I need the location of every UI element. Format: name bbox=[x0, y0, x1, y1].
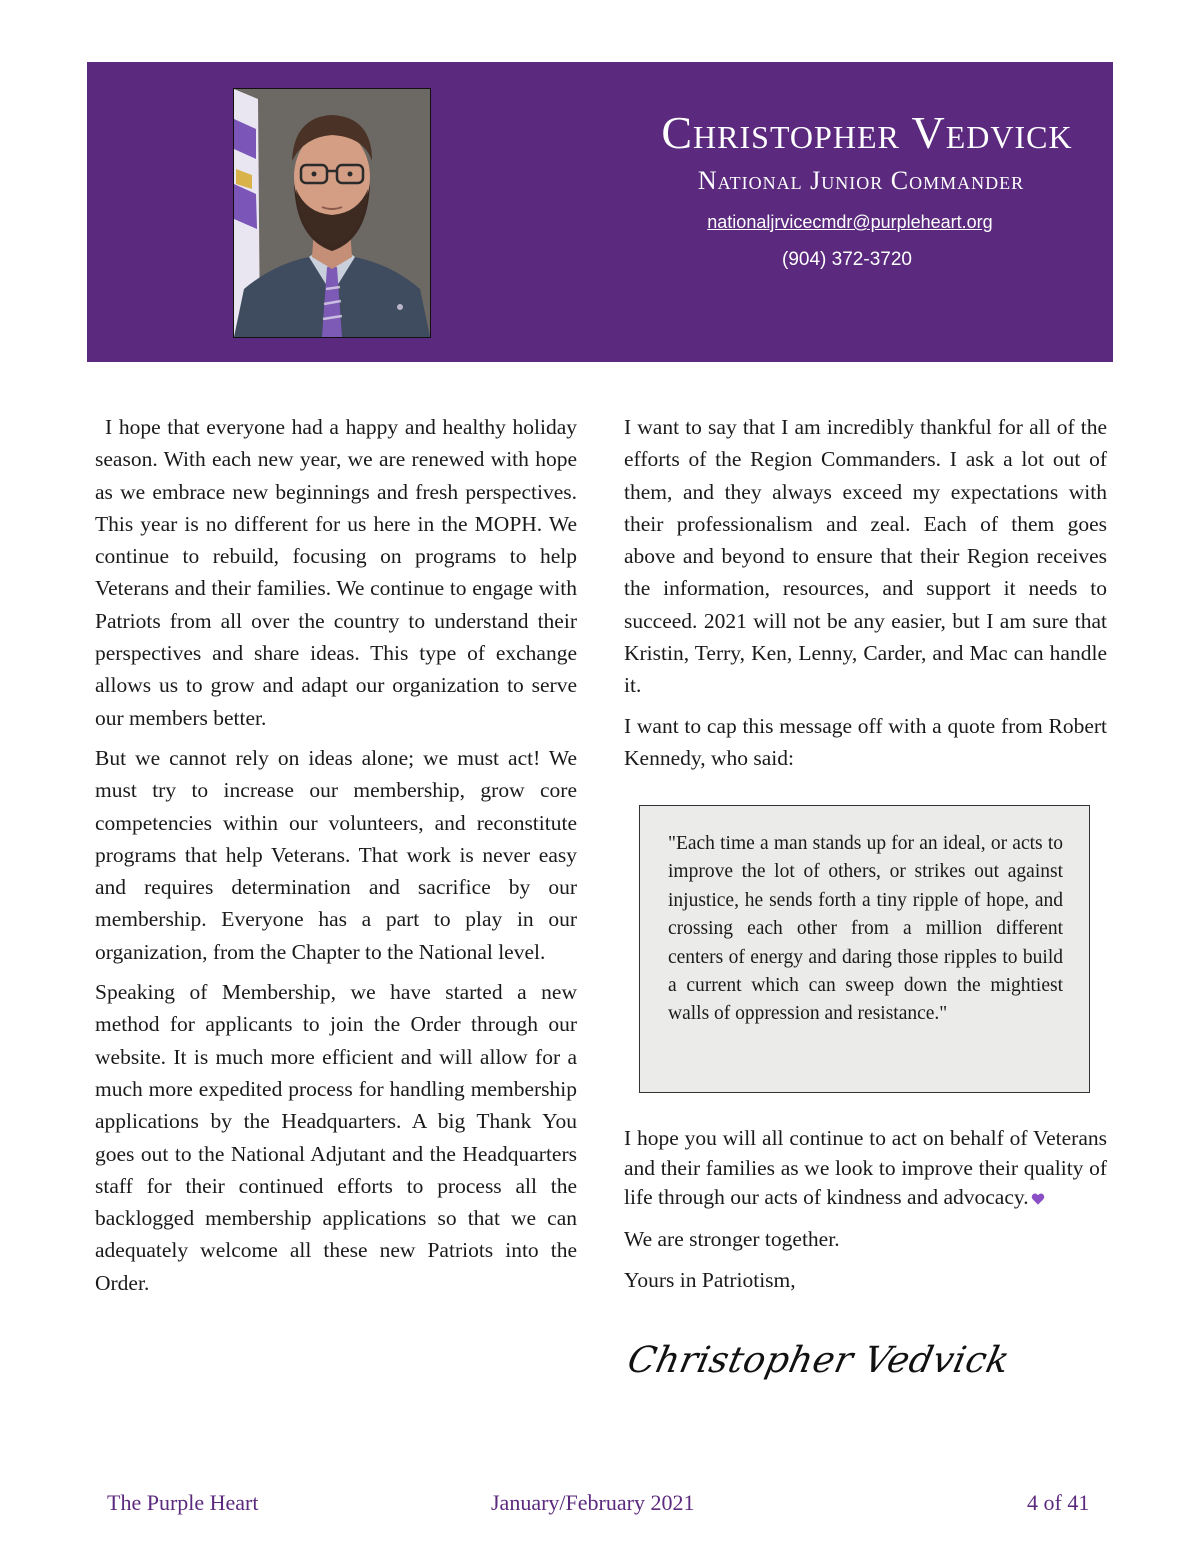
paragraph bbox=[95, 411, 577, 734]
valediction: Yours in Patriotism, bbox=[624, 1268, 796, 1292]
paragraph: I want to say that I am incredibly thankful for all of the efforts of the Region Commanders. I ask a lot out of them, and they always exceed my expectations with their professionalism and zeal. Each of them goes above and beyond to ensure that their Region receives the information, resources, and support it needs to succeed. 2021 will not be any easier, but I am sure that Kristin, Terry, Ken, Lenny, Carder, and Mac can handle it. bbox=[624, 415, 1107, 698]
quote-text: "Each time a man stands up for an ideal, or acts to improve the lot of others, or strikes out against injustice, he sends forth a tiny ripple of hope, and crossing each other from a million different centers of energy and daring those ripples to build a current which can sweep down the mightiest walls of oppression and resistance." bbox=[668, 833, 1063, 1025]
email-link[interactable]: nationaljrvicecmdr@purpleheart.org bbox=[707, 212, 993, 232]
paragraph: But we cannot rely on ideas alone; we must act! We must try to increase our membership, grow core competencies within our volunteers, and reconstitute programs that help Veterans. That work is never easy and requires determination and sacrifice by our membership. Everyone has a part to play in our organization, from the Chapter to the National level. bbox=[95, 745, 577, 964]
paragraph: I want to cap this message off with a quote from Robert Kennedy, who said: bbox=[624, 713, 1107, 770]
contact-block bbox=[607, 107, 1087, 271]
closing-text: I hope you will all continue to act on behalf of Veterans and their families as we look to improve their quality of life through our acts of kindness and advocacy. bbox=[624, 1126, 1107, 1209]
closing-paragraph bbox=[624, 1124, 1107, 1213]
footer-issue: January/February 2021 bbox=[491, 1490, 695, 1515]
footer-publication: The Purple Heart bbox=[107, 1490, 259, 1515]
paragraph: Speaking of Membership, we have started a new method for applicants to join the Order through our website. It is much more efficient and will allow for a much more expedited process for handling membership applications by the Headquarters. A big Thank You goes out to the National Adjutant and the Headquarters staff for their continued efforts to process all the backlogged membership applications so that we can adequately welcome all these new Patriots into the Order. bbox=[95, 980, 577, 1295]
closing-section bbox=[624, 1124, 1107, 1308]
header-banner bbox=[87, 62, 1113, 362]
quote-box bbox=[639, 805, 1090, 1093]
left-column bbox=[95, 411, 577, 1307]
purple-heart-icon bbox=[1031, 1192, 1045, 1206]
author-role: National Junior Commander bbox=[697, 166, 1025, 195]
phone-number: (904) 372-3720 bbox=[782, 249, 912, 270]
footer-page-number: 4 of 41 bbox=[1027, 1490, 1090, 1515]
right-column bbox=[624, 411, 1107, 782]
signature: Christopher Vedvick bbox=[624, 1340, 1014, 1381]
paragraph-text: I hope that everyone had a happy and healthy holiday season. With each new year, we are renewed with hope as we embrace new beginnings and fresh perspectives. This year is no different for us here in the MOPH. We continue to rebuild, focusing on programs to help Veterans and their families. We continue to engage with Patriots from all over the country to understand their perspectives and share ideas. This type of exchange allows us to grow and adapt our organization to serve our members better. bbox=[95, 415, 577, 730]
author-name: Christopher Vedvick bbox=[661, 107, 1073, 158]
portrait-photo bbox=[233, 88, 431, 338]
stronger-together: We are stronger together. bbox=[624, 1226, 840, 1251]
